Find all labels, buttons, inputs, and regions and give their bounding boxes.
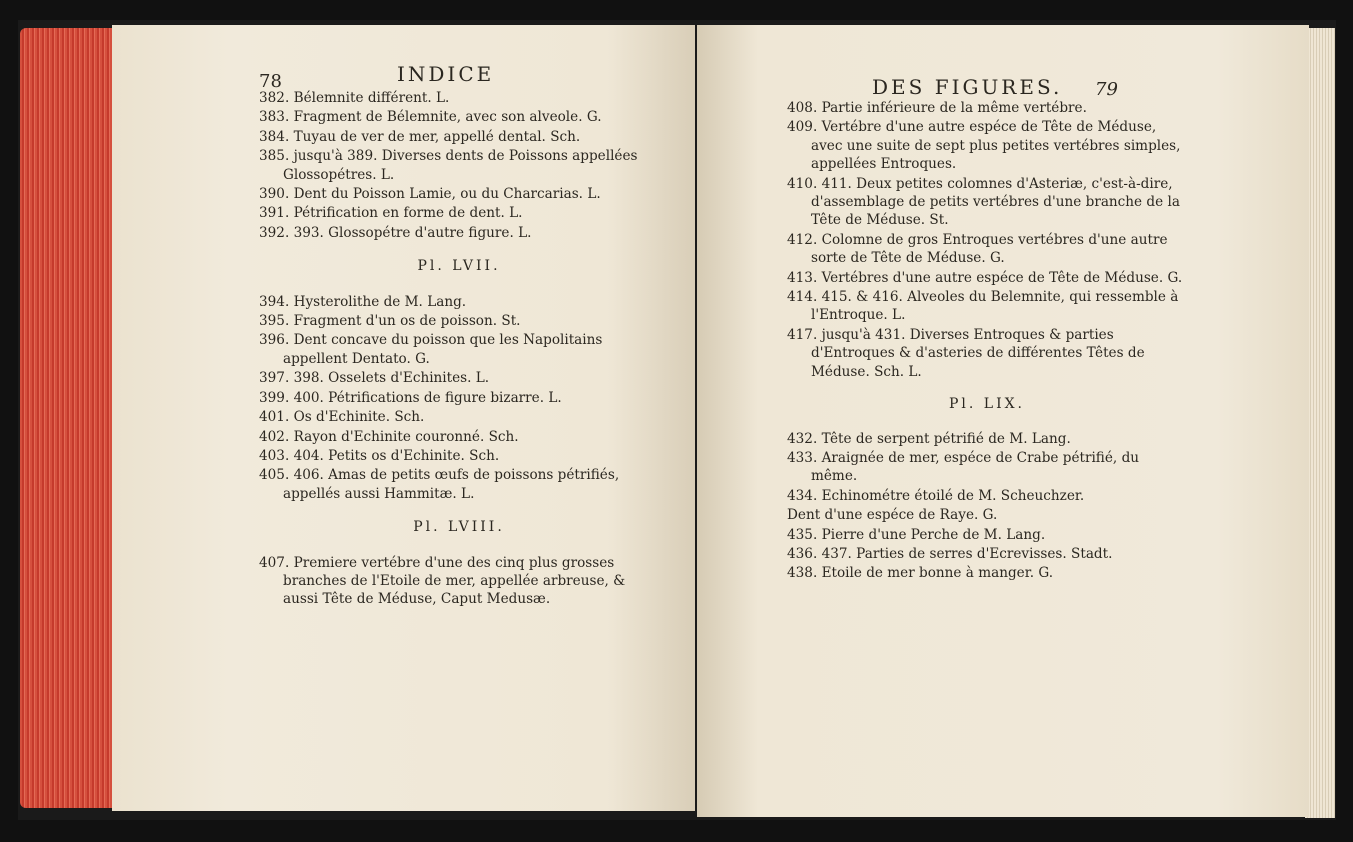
index-entry: 394. Hysterolithe de M. Lang. [259,293,467,310]
index-entry: 385. jusqu'à 389. Diverses dents de Poissons appellées Glossopétres. L. [259,148,638,183]
right-page-header: DES FIGURES. [872,75,1063,99]
index-entry: 410. 411. Deux petites colomnes d'Asteriæ, c'est-à-dire, d'assemblage de petits vertébres d'une branche de la Tête de Méduse. St. [787,175,1180,229]
index-entry: 395. Fragment d'un os de poisson. St. [259,313,521,330]
left-entries [259,89,659,610]
index-entry: 405. 406. Amas de petits œufs de poissons pétrifiés, appellés aussi Hammitæ. L. [259,467,620,502]
index-entry: 412. Colomne de gros Entroques vertébres d'une autre sorte de Tête de Méduse. G. [787,231,1168,267]
plate-heading-lvii: Pl. LVII. [417,258,501,275]
index-entry: 384. Tuyau de ver de mer, appellé dental. Sch. [259,128,581,145]
index-entry: 414. 415. & 416. Alveoles du Belemnite, qui ressemble à l'Entroque. L. [787,289,1179,324]
right-page [697,25,1309,817]
index-entry: 434. Echinométre étoilé de M. Scheuchzer. [787,487,1085,504]
index-entry: 409. Vertébre d'une autre espéce de Tête de Méduse, avec une suite de sept plus petites vertébres simples, appellées Entroques. [787,119,1181,173]
right-page-number: 79 [1095,79,1118,100]
page-edges-red [20,28,115,808]
index-entry: 397. 398. Osselets d'Echinites. L. [259,370,490,387]
index-entry: 390. Dent du Poisson Lamie, ou du Charcarias. L. [259,186,601,203]
index-entry: 413. Vertébres d'une autre espéce de Tête de Méduse. G. [787,269,1183,286]
index-entry: 436. 437. Parties de serres d'Ecrevisses. Stadt. [787,545,1113,562]
right-entries [787,99,1187,584]
index-entry: 433. Araignée de mer, espéce de Crabe pétrifié, du même. [787,449,1140,485]
left-page-header: INDICE [397,62,495,86]
plate-heading-lix: Pl. LIX. [948,396,1026,413]
index-entry: Dent d'une espéce de Raye. G. [787,507,998,524]
plate-heading-lviii: Pl. LVIII. [413,519,505,536]
index-entry: 383. Fragment de Bélemnite, avec son alveole. G. [259,109,602,126]
index-entry: 432. Tête de serpent pétrifié de M. Lang. [787,430,1071,447]
index-entry: 417. jusqu'à 431. Diverses Entroques & parties d'Entroques & d'asteries de différentes Têtes de Méduse. Sch. L. [787,326,1145,380]
index-entry: 408. Partie inférieure de la même vertébre. [787,100,1087,116]
index-entry: 402. Rayon d'Echinite couronné. Sch. [259,428,519,445]
left-page-number: 78 [259,71,282,92]
index-entry: 407. Premiere vertébre d'une des cinq plus grosses branches de l'Etoile de mer, appellée arbreuse, & aussi Tête de Méduse, Caput Medusæ. [259,554,626,608]
index-entry: 392. 393. Glossopétre d'autre figure. L. [259,224,532,241]
index-entry: 396. Dent concave du poisson que les Napolitains appellent Dentato. G. [259,332,603,367]
index-entry: 391. Pétrification en forme de dent. L. [259,205,523,222]
index-entry: 401. Os d'Echinite. Sch. [259,409,425,426]
index-entry: 382. Bélemnite différent. L. [259,90,450,106]
index-entry: 438. Etoile de mer bonne à manger. G. [787,565,1054,582]
left-page [112,25,695,811]
index-entry: 399. 400. Pétrifications de figure bizarre. L. [259,389,562,406]
page-edges-right [1305,28,1335,818]
index-entry: 435. Pierre d'une Perche de M. Lang. [787,526,1046,543]
index-entry: 403. 404. Petits os d'Echinite. Sch. [259,447,500,464]
